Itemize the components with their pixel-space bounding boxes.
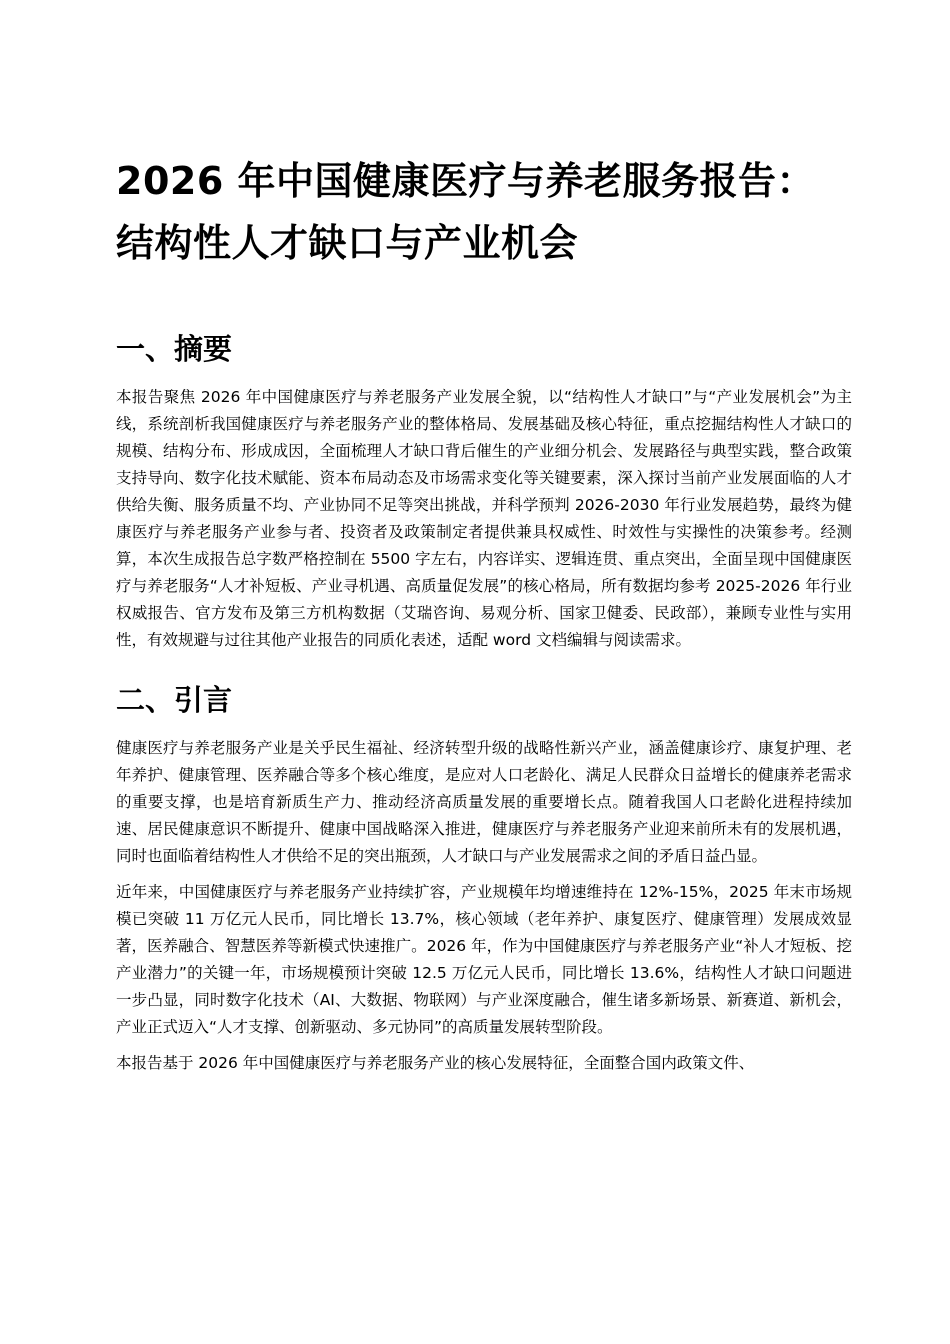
introduction-paragraph-3: 本报告基于 2026 年中国健康医疗与养老服务产业的核心发展特征，全面整合国内政策文件、: [116, 1054, 755, 1072]
introduction-paragraph-2: 近年来，中国健康医疗与养老服务产业持续扩容，产业规模年均增速维持在 12%-15%，2025 年末市场规模已突破 11 万亿元人民币，同比增长 13.7%，核心领域（老年养护、康复医疗、健康管理）发展成效显著，医养融合、智慧医养等新模式快速推广。2026 年，作为中国健康医疗与养老服务产业“补人才短板、挖产业潜力”的关键一年，市场规模预计突破 12.5 万亿元人民币，同比增长 13.6%，结构性人才缺口问题进一步凸显，同时数字化技术（AI、大数据、物联网）与产业深度融合，催生诸多新场景、新赛道、新机会，产业正式迈入“人才支撑、创新驱动、多元协同”的高质量发展转型阶段。: [116, 883, 852, 1036]
summary-paragraph: 本报告聚焦 2026 年中国健康医疗与养老服务产业发展全貌，以“结构性人才缺口”与“产业发展机会”为主线，系统剖析我国健康医疗与养老服务产业的整体格局、发展基础及核心特征，重点挖掘结构性人才缺口的规模、结构分布、形成成因，全面梳理人才缺口背后催生的产业细分机会、发展路径与典型实践，整合政策支持导向、数字化技术赋能、资本布局动态及市场需求变化等关键要素，深入探讨当前产业发展面临的人才供给失衡、服务质量不均、产业协同不足等突出挑战，并科学预判 2026-2030 年行业发展趋势，最终为健康医疗与养老服务产业参与者、投资者及政策制定者提供兼具权威性、时效性与实操性的决策参考。经测算，本次生成报告总字数严格控制在 5500 字左右，内容详实、逻辑连贯、重点突出，全面呈现中国健康医疗与养老服务“人才补短板、产业寻机遇、高质量促发展”的核心格局，所有数据均参考 2025-2026 年行业权威报告、官方发布及第三方机构数据（艾瑞咨询、易观分析、国家卫健委、民政部），兼顾专业性与实用性，有效规避与过往其他产业报告的同质化表述，适配 word 文档编辑与阅读需求。: [116, 388, 852, 649]
section-heading-introduction: 二、引言: [116, 683, 233, 717]
introduction-paragraph-1: 健康医疗与养老服务产业是关乎民生福祉、经济转型升级的战略性新兴产业，涵盖健康诊疗、康复护理、老年养护、健康管理、医养融合等多个核心维度，是应对人口老龄化、满足人民群众日益增长的健康养老需求的重要支撑，也是培育新质生产力、推动经济高质量发展的重要增长点。随着我国人口老龄化进程持续加速、居民健康意识不断提升、健康中国战略深入推进，健康医疗与养老服务产业迎来前所未有的发展机遇，同时也面临着结构性人才供给不足的突出瓶颈，人才缺口与产业发展需求之间的矛盾日益凸显。: [116, 739, 852, 865]
document-page: [116, 150, 852, 1077]
document-title: [116, 150, 852, 274]
title-line-2: 结构性人才缺口与产业机会: [116, 221, 579, 265]
title-line-1: 2026 年中国健康医疗与养老服务报告：: [116, 159, 815, 203]
section-heading-summary: 一、摘要: [116, 332, 233, 366]
